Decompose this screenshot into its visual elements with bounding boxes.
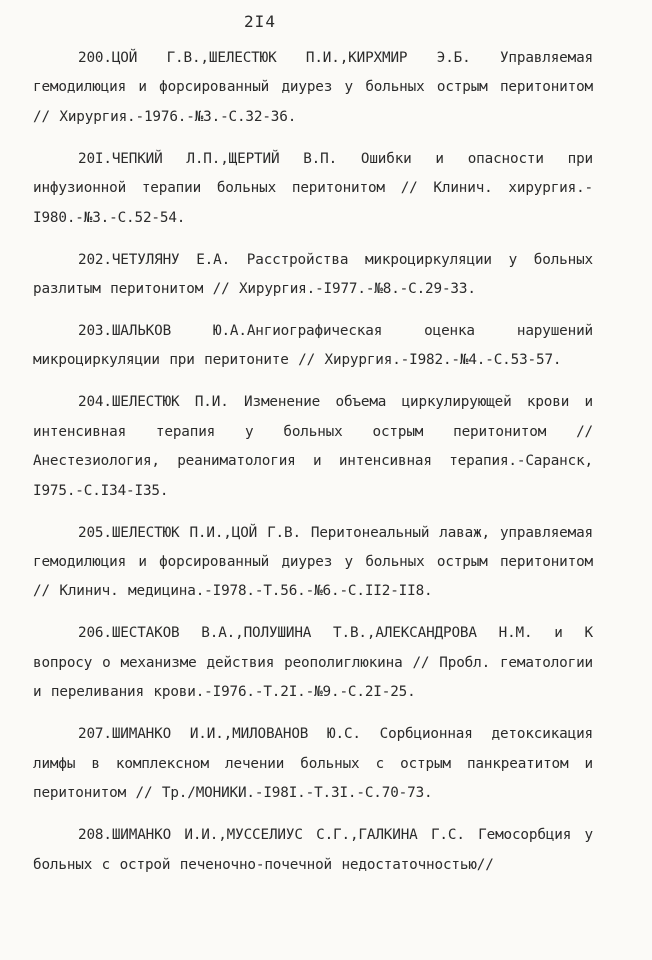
- reference-text: 20I.ЧЕПКИЙ Л.П.,ЩЕРТИЙ В.П. Ошибки и опасности при инфузионной терапии больных перитонитом // Клинич. хирургия.-I980.-№3.-С.52-54.: [33, 150, 593, 226]
- reference-text: 205.ШЕЛЕСТЮК П.И.,ЦОЙ Г.В. Перитонеальный лаваж, управляемая гемодилюция и форсированный диурез у больных острым перитонитом // Клинич. медицина.-I978.-Т.56.-№6.-С.II2-II8.: [33, 524, 593, 600]
- reference-text: 202.ЧЕТУЛЯНУ Е.А. Расстройства микроциркуляции у больных разлитым перитонитом // Хирургия.-I977.-№8.-С.29-33.: [33, 251, 593, 298]
- reference-entry-200: [33, 44, 593, 132]
- reference-text: 208.ШИМАНКО И.И.,МУССЕЛИУС С.Г.,ГАЛКИНА Г.С. Гемосорбция у больных с острой печеночно-почечной недостаточностью//: [33, 827, 593, 873]
- reference-text: 206.ШЕСТАКОВ В.А.,ПОЛУШИНА Т.В.,АЛЕКСАНДРОВА Н.М. и К вопросу о механизме действия реополиглюкина // Пробл. гематологии и переливания крови.-I976.-Т.2I.-№9.-С.2I-25.: [33, 625, 593, 701]
- reference-text: 204.ШЕЛЕСТЮК П.И. Изменение объема циркулирующей крови и интенсивная терапия у больных острым перитонитом // Анестезиология, реаниматология и интенсивная терапия.-Саранск, I975.-С.I34-I35.: [33, 394, 593, 499]
- reference-text: 203.ШАЛЬКОВ Ю.А.Ангиографическая оценка нарушений микроциркуляции при перитоните // Хирургия.-I982.-№4.-С.53-57.: [33, 323, 593, 369]
- reference-list: [33, 44, 593, 893]
- page-number: 2I4: [244, 12, 276, 31]
- reference-entry-201: [33, 145, 593, 233]
- reference-text: 207.ШИМАНКО И.И.,МИЛОВАНОВ Ю.С. Сорбционная детоксикация лимфы в комплексном лечении больных с острым панкреатитом и перитонитом // Тр./МОНИКИ.-I98I.-Т.3I.-С.70-73.: [33, 726, 593, 802]
- reference-entry-202: [33, 246, 593, 305]
- reference-entry-207: [33, 720, 593, 808]
- reference-entry-208: [33, 821, 593, 880]
- reference-entry-206: [33, 619, 593, 707]
- reference-entry-205: [33, 519, 593, 607]
- reference-entry-204: [33, 388, 593, 506]
- reference-text: 200.ЦОЙ Г.В.,ШЕЛЕСТЮК П.И.,КИРХМИР Э.Б. Управляемая гемодилюция и форсированный диурез у больных острым перитонитом // Хирургия.-1976.-№3.-С.32-36.: [33, 50, 593, 125]
- reference-entry-203: [33, 317, 593, 376]
